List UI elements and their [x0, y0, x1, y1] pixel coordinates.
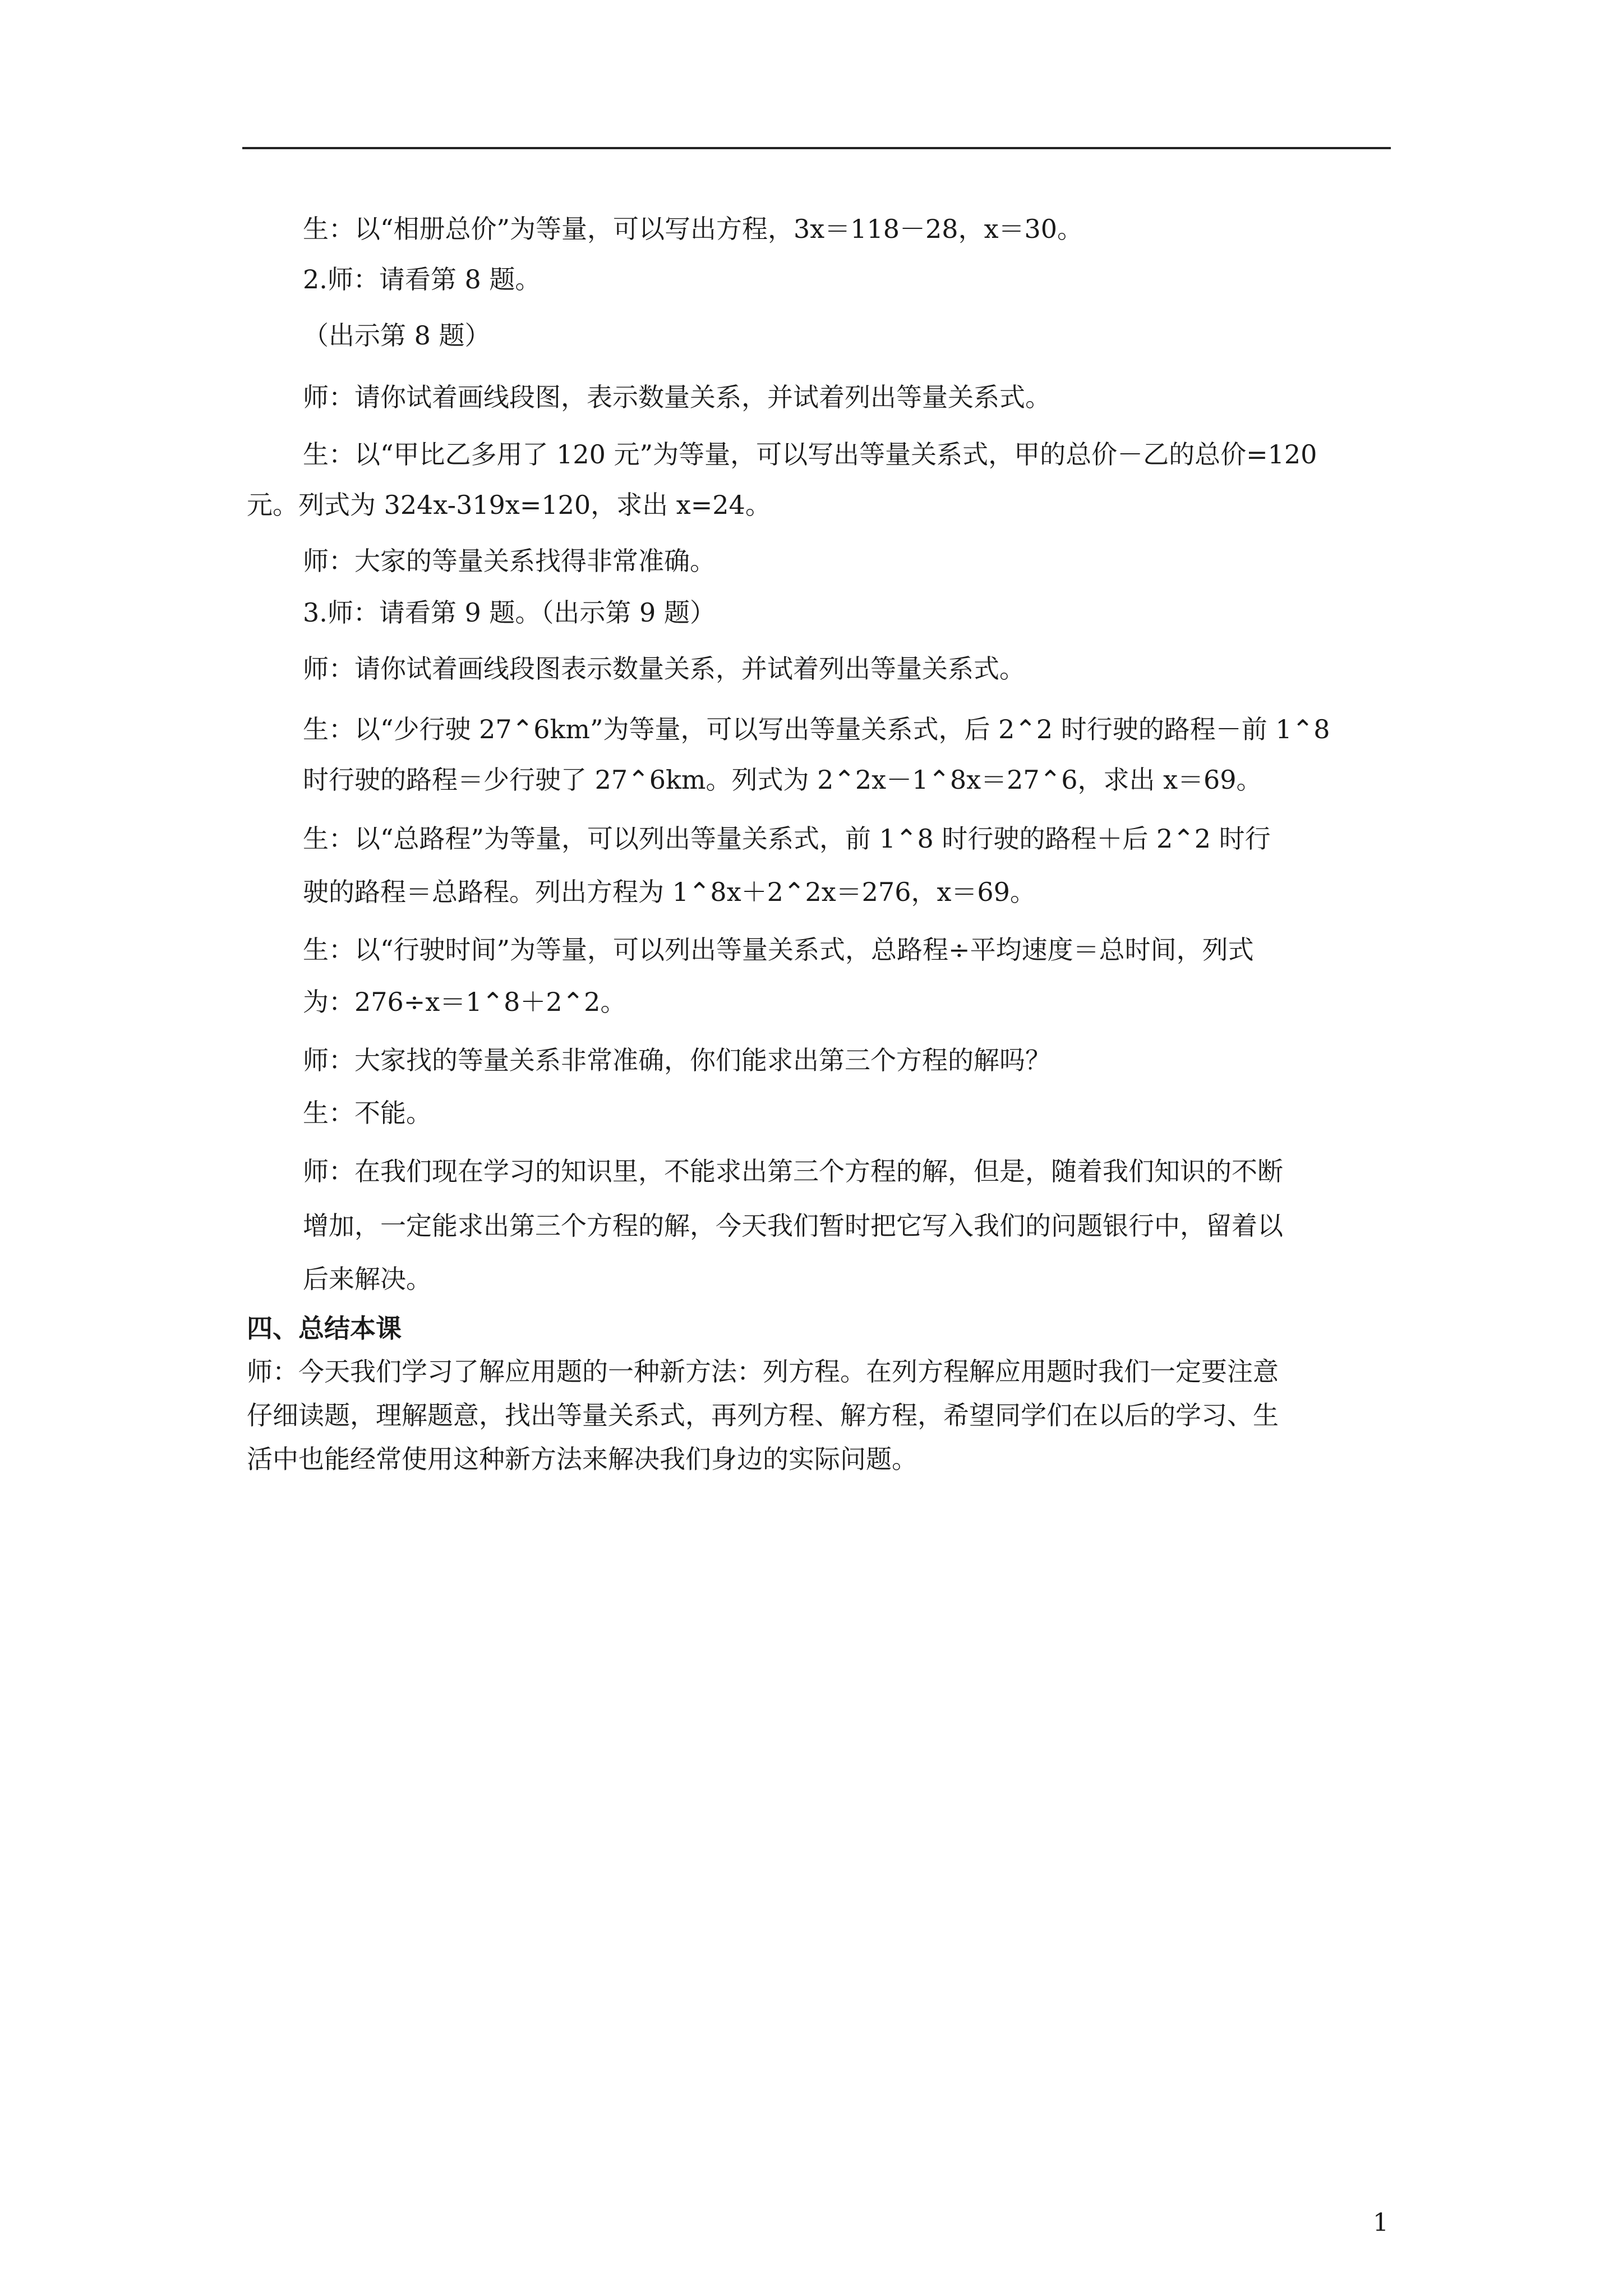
text-line: 仔细读题，理解题意，找出等量关系式，再列方程、解方程，希望同学们在以后的学习、生: [247, 1400, 1279, 1430]
header-rule: [242, 147, 1391, 149]
text-line: 活中也能经常使用这种新方法来解决我们身边的实际问题。: [247, 1444, 917, 1474]
text-line: 师：今天我们学习了解应用题的一种新方法：列方程。在列方程解应用题时我们一定要注意: [247, 1356, 1279, 1387]
text-line: 元。列式为 324x-319x=120，求出 x=24。: [247, 490, 771, 520]
text-line: 师：请你试着画线段图表示数量关系，并试着列出等量关系式。: [303, 654, 1025, 684]
text-line: 生：以“少行驶 27⌃6km”为等量，可以写出等量关系式，后 2⌃2 时行驶的路程－前 1⌃8: [303, 714, 1330, 744]
text-line: 生：以“行驶时间”为等量，可以列出等量关系式，总路程÷平均速度＝总时间，列式: [303, 935, 1254, 965]
text-line: （出示第 8 题）: [303, 320, 491, 351]
page-number: 1: [1373, 2208, 1389, 2237]
text-line: 后来解决。: [303, 1264, 432, 1294]
text-line: 驶的路程＝总路程。列出方程为 1⌃8x＋2⌃2x＝276，x＝69。: [303, 877, 1036, 907]
text-line: 时行驶的路程＝少行驶了 27⌃6km。列式为 2⌃2x－1⌃8x＝27⌃6，求出 x＝69。: [303, 765, 1262, 795]
text-line: 增加，一定能求出第三个方程的解，今天我们暂时把它写入我们的问题银行中，留着以: [303, 1211, 1283, 1241]
text-line: 2.师：请看第 8 题。: [303, 264, 541, 295]
text-line: 师：大家找的等量关系非常准确，你们能求出第三个方程的解吗？: [303, 1045, 1051, 1075]
text-line: 生：以“甲比乙多用了 120 元”为等量，可以写出等量关系式，甲的总价－乙的总价=120: [303, 439, 1317, 470]
text-line: 师：在我们现在学习的知识里，不能求出第三个方程的解，但是，随着我们知识的不断: [303, 1156, 1283, 1186]
text-line: 生：不能。: [303, 1098, 432, 1128]
text-line: 3.师：请看第 9 题。（出示第 9 题）: [303, 597, 716, 628]
text-line: 生：以“相册总价”为等量，可以写出方程，3x＝118－28，x＝30。: [303, 214, 1083, 244]
section-heading: 四、总结本课: [247, 1313, 402, 1343]
text-line: 为：276÷x＝1⌃8＋2⌃2。: [303, 987, 626, 1017]
text-line: 师：请你试着画线段图，表示数量关系，并试着列出等量关系式。: [303, 382, 1051, 412]
text-line: 生：以“总路程”为等量，可以列出等量关系式，前 1⌃8 时行驶的路程＋后 2⌃2 时行: [303, 823, 1271, 854]
text-line: 师：大家的等量关系找得非常准确。: [303, 546, 716, 576]
